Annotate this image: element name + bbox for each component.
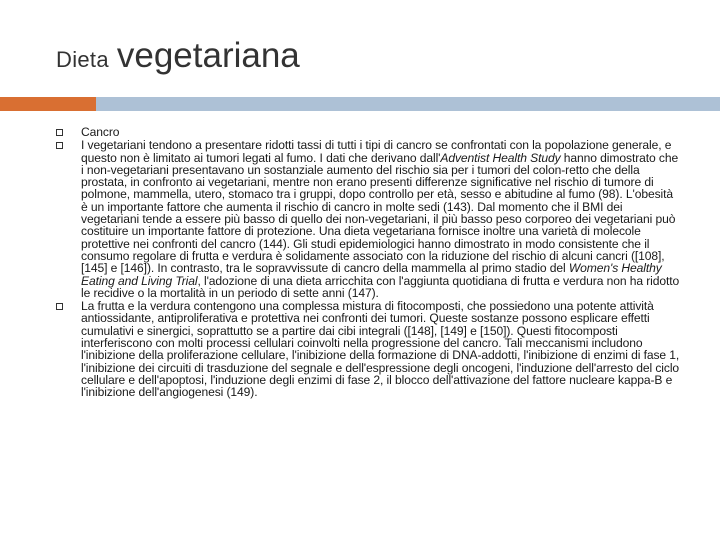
square-bullet-icon [56, 142, 63, 149]
paragraph-text: hanno dimostrato che i non-vegetariani presentavano un sostanziale aumento del rischio sia per i tumori del colon-retto che della prostata, in confronto ai vegetariani, mentre non erano presenti differenze significative nel rischio di tumore di polmone, mammella, utero, stomaco tra i gruppi, dopo controllo per età, sesso e abitudine al fumo (98). L'obesità è un importante fattore che aumenta il rischio di cancro in molte sedi (143). Dal momento che il BMI dei vegetariani tende a essere più basso di quello dei non-vegetariani, il più basso peso corporeo dei vegetariani può costituire un importante fattore di protezione. Una dieta vegetariana fornisce inoltre una varietà di molecole protettive nei confronti del cancro (144). Gli studi epidemiologici hanno dimostrato in modo consistente che il consumo regolare di frutta e verdura è solidamente associato con la riduzione del rischio di alcuni cancri ([108], [145] e [146]). In contrasto, tra le sopravvissute di cancro della mammella al primo stadio del [81, 150, 679, 276]
accent-bar [0, 97, 96, 111]
slide-title-word-1: Dieta [56, 47, 109, 72]
square-bullet-icon [56, 303, 63, 310]
paragraph-cancer-risk [81, 139, 680, 299]
list-item [56, 139, 680, 299]
study-name: Adventist Health Study [440, 150, 561, 165]
slide-body [56, 126, 680, 399]
paragraph-text: , l'adozione di una dieta arricchita con l'aggiunta quotidiana di frutta e verdura non ha ridotto le recidive o la mortalità in un periodo di sette anni (147). [81, 273, 680, 300]
trial-name: Women's Healthy Eating and Living Trial [81, 261, 662, 288]
paragraph-phytochemicals: La frutta e la verdura contengono una complessa mistura di fitocomposti, che possiedono una potente attività antiossidante, antiproliferativa e protettiva nei confronti dei tumori. Queste sostanze possono esplicare effetti cumulativi e sinergici, soprattutto se a partire dai cibi integrali ([148], [149] e [150]). Questi fitocomposti interferiscono con molti processi cellulari coinvolti nella progressione del cancro. Tali meccanismi includono l'inibizione della proliferazione cellulare, l'inibizione della formazione di DNA-addotti, l'inibizione di enzimi di fase 1, l'inibizione dei circuiti di trasduzione del segnale e dell'espressione degli oncogeni, l'induzione dell'arresto del ciclo cellulare e dell'apoptosi, l'induzione degli enzimi di fase 2, il blocco dell'attivazione del fattore nucleare kappa-B e l'inibizione dell'angiogenesi (149). [81, 299, 680, 400]
slide-title [56, 38, 300, 73]
list-item [56, 126, 680, 138]
title-rule-bar [96, 97, 720, 111]
slide-title-word-2: vegetariana [116, 36, 300, 75]
square-bullet-icon [56, 129, 63, 136]
list-item [56, 300, 680, 398]
paragraph-text: I vegetariani tendono a presentare ridotti tassi di tutti i tipi di cancro se confrontati con la popolazione generale, e questo non è limitato ai tumori legati al fumo. I dati che derivano dall' [81, 138, 672, 165]
section-heading: Cancro [81, 125, 120, 139]
